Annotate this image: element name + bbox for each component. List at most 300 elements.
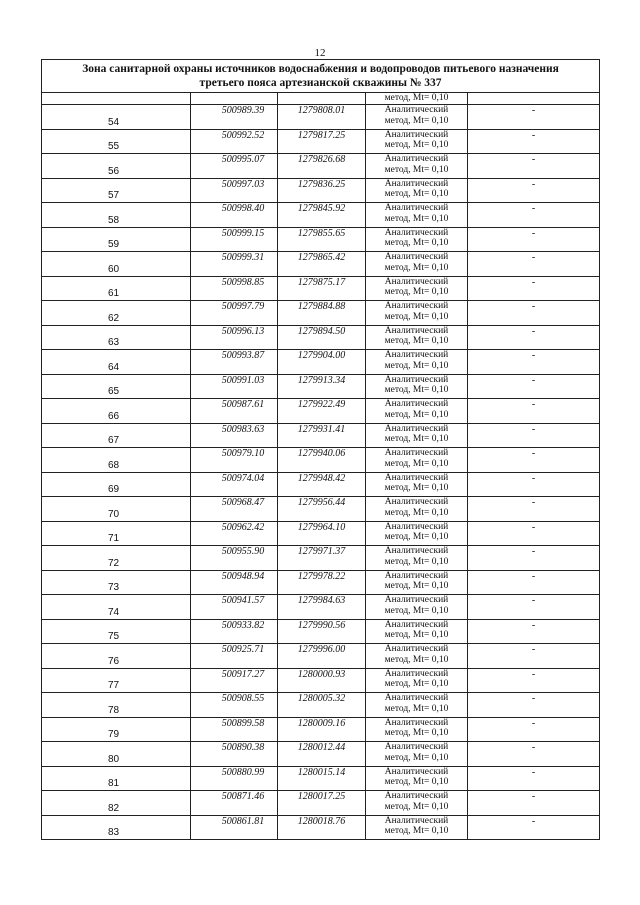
- y-coordinate: 1279996.00: [297, 644, 346, 655]
- description-cell: [468, 423, 600, 448]
- x-coordinate: 500908.55: [221, 693, 265, 704]
- y-coordinate-cell: [278, 570, 366, 595]
- description-dash: -: [531, 497, 536, 508]
- point-number: 83: [108, 827, 120, 838]
- x-coordinate: 500861.81: [221, 815, 265, 827]
- method-cell: [366, 766, 468, 791]
- method-line-2: метод, Mt= 0,10: [384, 360, 449, 371]
- x-coordinate-cell: [191, 276, 278, 301]
- x-coordinate: 500948.94: [221, 570, 265, 582]
- method-line-2: метод, Mt= 0,10: [384, 581, 449, 591]
- x-coordinate-cell: [191, 619, 278, 644]
- table-title-line-1: Зона санитарной охраны источников водоснабжения и водопроводов питьевого назначения: [82, 63, 559, 75]
- method-line-1: Аналитический: [384, 546, 449, 556]
- x-coordinate-cell: [191, 227, 278, 252]
- table-title: [42, 60, 600, 93]
- description-cell: [468, 154, 600, 179]
- point-number: 55: [108, 141, 120, 152]
- x-coordinate: 500983.63: [221, 423, 265, 435]
- point-number-cell: [42, 791, 191, 816]
- x-coordinate: 500991.03: [221, 374, 265, 386]
- table-row: [42, 399, 600, 424]
- description-dash: -: [531, 178, 536, 190]
- point-number-cell: [42, 399, 191, 424]
- method-line-1: Аналитический: [384, 619, 449, 630]
- point-number: 70: [108, 508, 120, 520]
- method-line-2: метод, Mt= 0,10: [384, 483, 449, 493]
- x-coordinate: 500871.46: [221, 791, 265, 802]
- x-coordinate-cell: [191, 570, 278, 595]
- description-dash: -: [531, 252, 536, 263]
- table-row: [42, 350, 600, 375]
- method-line-1: Аналитический: [384, 129, 449, 140]
- y-coordinate-cell: [278, 791, 366, 816]
- x-coordinate: 500925.71: [221, 644, 265, 655]
- y-coordinate-cell: [278, 374, 366, 399]
- method-line-1: Аналитический: [384, 693, 449, 703]
- description-cell: [468, 693, 600, 718]
- table-row: [42, 742, 600, 767]
- description-cell: [468, 742, 600, 767]
- y-coordinate: 1279845.92: [297, 203, 346, 214]
- description-cell: [468, 350, 600, 375]
- x-coordinate: 500992.52: [221, 129, 265, 141]
- point-number: 65: [108, 386, 120, 397]
- method-line-1: Аналитический: [384, 350, 449, 360]
- point-number: 58: [108, 214, 120, 226]
- description-cell: [468, 766, 600, 791]
- method-cell: [366, 227, 468, 252]
- description-cell: [468, 668, 600, 693]
- y-coordinate-cell: [278, 521, 366, 546]
- method-cell: [366, 521, 468, 546]
- point-number-cell: [42, 742, 191, 767]
- method-line-1: Аналитический: [384, 423, 449, 434]
- method-line-1: Аналитический: [384, 668, 449, 679]
- method-line-1: Аналитический: [384, 399, 449, 409]
- method-cell: [366, 374, 468, 399]
- point-number: 81: [108, 778, 120, 789]
- table-row: [42, 374, 600, 399]
- method-cell: [366, 619, 468, 644]
- method-line-2: метод, Mt= 0,10: [384, 287, 449, 297]
- y-coordinate: 1279875.17: [297, 276, 346, 288]
- method-line-2: метод, Mt= 0,10: [384, 385, 449, 395]
- method-line-2: метод, Mt= 0,10: [384, 140, 449, 150]
- x-coordinate-cell: [191, 399, 278, 424]
- y-coordinate: 1279855.65: [297, 227, 346, 239]
- description-dash: -: [531, 693, 536, 704]
- method-line-2: метод, Mt= 0,10: [384, 728, 449, 738]
- point-number: 61: [108, 288, 120, 299]
- method-line-2: метод, Mt= 0,10: [384, 654, 449, 665]
- point-number-cell: [42, 448, 191, 473]
- description-dash: -: [531, 227, 536, 239]
- method-line-2: метод, Mt= 0,10: [384, 458, 449, 469]
- method-line-2: метод, Mt= 0,10: [384, 801, 449, 812]
- y-coordinate-cell: [278, 717, 366, 742]
- description-dash: -: [531, 448, 536, 459]
- y-coordinate-cell: [278, 448, 366, 473]
- x-coordinate-cell: [191, 129, 278, 154]
- y-coordinate-cell: [278, 693, 366, 718]
- description-cell: [468, 301, 600, 326]
- method-cell: [366, 203, 468, 228]
- x-coordinate: 500989.39: [221, 105, 265, 116]
- table-row: [42, 154, 600, 179]
- x-coordinate: 500933.82: [221, 619, 265, 631]
- description-dash: -: [531, 301, 536, 312]
- method-cell: [366, 570, 468, 595]
- point-number: 74: [108, 606, 120, 618]
- description-dash: -: [531, 374, 536, 386]
- x-coordinate-cell: [191, 105, 278, 130]
- y-coordinate: 1280018.76: [297, 815, 346, 827]
- x-coordinate: 500999.15: [221, 227, 265, 239]
- description-dash: -: [531, 668, 536, 680]
- continuation-d-cell: [468, 93, 600, 105]
- method-line-1: Аналитический: [384, 791, 449, 801]
- method-line-1: Аналитический: [384, 472, 449, 483]
- coordinates-table: [41, 59, 600, 840]
- description-cell: [468, 448, 600, 473]
- method-cell: [366, 252, 468, 277]
- method-cell: [366, 399, 468, 424]
- method-cell: [366, 742, 468, 767]
- method-line-2: метод, Mt= 0,10: [384, 336, 449, 346]
- method-cell: [366, 423, 468, 448]
- point-number-cell: [42, 301, 191, 326]
- method-cell: [366, 276, 468, 301]
- point-number-cell: [42, 815, 191, 840]
- x-coordinate: 500941.57: [221, 595, 265, 606]
- table-row: [42, 252, 600, 277]
- table-row: [42, 693, 600, 718]
- point-number: 71: [108, 533, 120, 544]
- description-dash: -: [531, 521, 536, 533]
- x-coordinate: 500962.42: [221, 521, 265, 533]
- point-number: 82: [108, 802, 120, 814]
- x-coordinate-cell: [191, 717, 278, 742]
- y-coordinate: 1279922.49: [297, 399, 346, 410]
- method-cell: [366, 350, 468, 375]
- method-cell: [366, 178, 468, 203]
- table-row: [42, 472, 600, 497]
- method-line-2: метод, Mt= 0,10: [384, 189, 449, 199]
- y-coordinate-cell: [278, 423, 366, 448]
- point-number-cell: [42, 595, 191, 620]
- description-cell: [468, 374, 600, 399]
- description-dash: -: [531, 766, 536, 778]
- x-coordinate-cell: [191, 423, 278, 448]
- method-cell: [366, 301, 468, 326]
- description-cell: [468, 791, 600, 816]
- y-coordinate: 1279978.22: [297, 570, 346, 582]
- point-number-cell: [42, 374, 191, 399]
- continuation-method-cell: [366, 93, 468, 105]
- continuation-num-cell: [42, 93, 191, 105]
- x-coordinate: 500899.58: [221, 717, 265, 729]
- y-coordinate-cell: [278, 154, 366, 179]
- method-line-1: Аналитический: [384, 227, 449, 238]
- y-coordinate-cell: [278, 129, 366, 154]
- y-coordinate-cell: [278, 546, 366, 571]
- continuation-method: метод, Mt= 0,10: [384, 93, 449, 103]
- table-row: [42, 301, 600, 326]
- table-row: [42, 619, 600, 644]
- description-cell: [468, 276, 600, 301]
- point-number: 62: [108, 312, 120, 324]
- page-number: 12: [314, 47, 326, 59]
- x-coordinate-cell: [191, 178, 278, 203]
- point-number: 77: [108, 680, 120, 691]
- x-coordinate: 500999.31: [221, 252, 265, 263]
- method-line-1: Аналитический: [384, 203, 449, 213]
- y-coordinate: 1279913.34: [297, 374, 346, 386]
- description-dash: -: [531, 154, 536, 165]
- x-coordinate-cell: [191, 595, 278, 620]
- table-row: [42, 717, 600, 742]
- method-line-1: Аналитический: [384, 301, 449, 311]
- method-line-1: Аналитический: [384, 644, 449, 654]
- point-number-cell: [42, 497, 191, 522]
- y-coordinate: 1280009.16: [297, 717, 346, 729]
- y-coordinate-cell: [278, 619, 366, 644]
- x-coordinate-cell: [191, 693, 278, 718]
- y-coordinate: 1279904.00: [297, 350, 346, 361]
- x-coordinate: 500890.38: [221, 742, 265, 753]
- description-dash: -: [531, 742, 536, 753]
- method-line-1: Аналитический: [384, 766, 449, 777]
- method-cell: [366, 815, 468, 840]
- method-line-1: Аналитический: [384, 154, 449, 164]
- x-coordinate-cell: [191, 448, 278, 473]
- method-line-1: Аналитический: [384, 815, 449, 826]
- description-cell: [468, 644, 600, 669]
- table-row: [42, 644, 600, 669]
- y-coordinate: 1279940.06: [297, 448, 346, 459]
- y-coordinate: 1280015.14: [297, 766, 346, 778]
- x-coordinate-cell: [191, 301, 278, 326]
- point-number: 76: [108, 655, 120, 667]
- point-number-cell: [42, 693, 191, 718]
- method-line-2: метод, Mt= 0,10: [384, 752, 449, 763]
- point-number-cell: [42, 668, 191, 693]
- continuation-y-cell: [278, 93, 366, 105]
- description-dash: -: [531, 546, 536, 557]
- x-coordinate: 500955.90: [221, 546, 265, 557]
- table-row: [42, 791, 600, 816]
- method-line-1: Аналитический: [384, 178, 449, 189]
- table-row: [42, 227, 600, 252]
- method-cell: [366, 717, 468, 742]
- y-coordinate-cell: [278, 301, 366, 326]
- description-cell: [468, 129, 600, 154]
- x-coordinate-cell: [191, 791, 278, 816]
- y-coordinate-cell: [278, 742, 366, 767]
- description-cell: [468, 815, 600, 840]
- method-line-2: метод, Mt= 0,10: [384, 556, 449, 567]
- method-cell: [366, 595, 468, 620]
- table-row: [42, 497, 600, 522]
- method-line-2: метод, Mt= 0,10: [384, 532, 449, 542]
- point-number: 78: [108, 704, 120, 716]
- point-number-cell: [42, 766, 191, 791]
- method-cell: [366, 105, 468, 130]
- table-row: [42, 105, 600, 130]
- method-line-2: метод, Mt= 0,10: [384, 213, 449, 224]
- method-line-2: метод, Mt= 0,10: [384, 605, 449, 616]
- description-cell: [468, 595, 600, 620]
- table-row: [42, 668, 600, 693]
- method-line-2: метод, Mt= 0,10: [384, 164, 449, 175]
- method-cell: [366, 325, 468, 350]
- method-line-1: Аналитический: [384, 595, 449, 605]
- method-cell: [366, 497, 468, 522]
- y-coordinate-cell: [278, 325, 366, 350]
- y-coordinate-cell: [278, 227, 366, 252]
- method-cell: [366, 644, 468, 669]
- point-number-cell: [42, 521, 191, 546]
- point-number: 69: [108, 484, 120, 495]
- description-cell: [468, 521, 600, 546]
- point-number-cell: [42, 276, 191, 301]
- method-cell: [366, 448, 468, 473]
- y-coordinate: 1279808.01: [297, 105, 346, 116]
- table-row: [42, 595, 600, 620]
- table-title-line-2: третьего пояса артезианской скважины № 337: [199, 77, 442, 89]
- method-line-1: Аналитический: [384, 521, 449, 532]
- y-coordinate: 1279948.42: [297, 472, 346, 484]
- description-cell: [468, 203, 600, 228]
- x-coordinate-cell: [191, 374, 278, 399]
- description-cell: [468, 619, 600, 644]
- description-cell: [468, 717, 600, 742]
- y-coordinate-cell: [278, 815, 366, 840]
- description-dash: -: [531, 423, 536, 435]
- point-number-cell: [42, 203, 191, 228]
- description-cell: [468, 325, 600, 350]
- description-dash: -: [531, 203, 536, 214]
- point-number-cell: [42, 423, 191, 448]
- point-number: 59: [108, 239, 120, 250]
- point-number-cell: [42, 350, 191, 375]
- point-number-cell: [42, 325, 191, 350]
- description-cell: [468, 399, 600, 424]
- x-coordinate: 500987.61: [221, 399, 265, 410]
- point-number-cell: [42, 717, 191, 742]
- x-coordinate: 500996.13: [221, 325, 265, 337]
- method-line-2: метод, Mt= 0,10: [384, 115, 449, 126]
- method-cell: [366, 129, 468, 154]
- table-row: [42, 448, 600, 473]
- x-coordinate-cell: [191, 472, 278, 497]
- method-line-2: метод, Mt= 0,10: [384, 238, 449, 248]
- y-coordinate-cell: [278, 472, 366, 497]
- method-line-1: Аналитический: [384, 374, 449, 385]
- y-coordinate: 1279884.88: [297, 301, 346, 312]
- x-coordinate-cell: [191, 497, 278, 522]
- method-line-2: метод, Mt= 0,10: [384, 311, 449, 322]
- point-number: 80: [108, 753, 120, 765]
- y-coordinate: 1279984.63: [297, 595, 346, 606]
- y-coordinate-cell: [278, 644, 366, 669]
- point-number-cell: [42, 105, 191, 130]
- method-line-1: Аналитический: [384, 497, 449, 507]
- table-row: [42, 178, 600, 203]
- method-line-1: Аналитический: [384, 105, 449, 115]
- point-number: 64: [108, 361, 120, 373]
- continuation-x-cell: [191, 93, 278, 105]
- point-number-cell: [42, 178, 191, 203]
- method-line-1: Аналитический: [384, 742, 449, 752]
- x-coordinate: 500998.40: [221, 203, 265, 214]
- table-row: [42, 766, 600, 791]
- description-dash: -: [531, 350, 536, 361]
- method-cell: [366, 693, 468, 718]
- point-number: 54: [108, 116, 120, 128]
- method-line-2: метод, Mt= 0,10: [384, 409, 449, 420]
- x-coordinate: 500995.07: [221, 154, 265, 165]
- y-coordinate: 1279956.44: [297, 497, 346, 508]
- y-coordinate-cell: [278, 595, 366, 620]
- table-row: [42, 815, 600, 840]
- description-dash: -: [531, 815, 536, 827]
- method-line-2: метод, Mt= 0,10: [384, 703, 449, 714]
- x-coordinate: 500968.47: [221, 497, 265, 508]
- y-coordinate: 1279817.25: [297, 129, 346, 141]
- point-number-cell: [42, 154, 191, 179]
- description-cell: [468, 252, 600, 277]
- method-cell: [366, 154, 468, 179]
- table-row: [42, 203, 600, 228]
- y-coordinate-cell: [278, 350, 366, 375]
- x-coordinate: 500880.99: [221, 766, 265, 778]
- y-coordinate-cell: [278, 178, 366, 203]
- description-dash: -: [531, 325, 536, 337]
- x-coordinate: 500979.10: [221, 448, 265, 459]
- point-number-cell: [42, 472, 191, 497]
- x-coordinate-cell: [191, 815, 278, 840]
- continuation-row: [42, 93, 600, 105]
- description-dash: -: [531, 276, 536, 288]
- point-number: 56: [108, 165, 120, 177]
- method-line-2: метод, Mt= 0,10: [384, 630, 449, 640]
- method-cell: [366, 472, 468, 497]
- description-dash: -: [531, 595, 536, 606]
- x-coordinate-cell: [191, 203, 278, 228]
- method-line-1: Аналитический: [384, 276, 449, 287]
- y-coordinate: 1279865.42: [297, 252, 346, 263]
- method-cell: [366, 791, 468, 816]
- y-coordinate: 1279931.41: [297, 423, 346, 435]
- point-number-cell: [42, 546, 191, 571]
- description-cell: [468, 227, 600, 252]
- method-line-1: Аналитический: [384, 717, 449, 728]
- method-line-2: метод, Mt= 0,10: [384, 679, 449, 689]
- x-coordinate-cell: [191, 546, 278, 571]
- y-coordinate: 1279836.25: [297, 178, 346, 190]
- y-coordinate-cell: [278, 668, 366, 693]
- point-number-cell: [42, 252, 191, 277]
- x-coordinate: 500974.04: [221, 472, 265, 484]
- description-dash: -: [531, 570, 536, 582]
- x-coordinate-cell: [191, 154, 278, 179]
- point-number-cell: [42, 227, 191, 252]
- method-line-1: Аналитический: [384, 570, 449, 581]
- method-line-2: метод, Mt= 0,10: [384, 262, 449, 273]
- method-line-1: Аналитический: [384, 325, 449, 336]
